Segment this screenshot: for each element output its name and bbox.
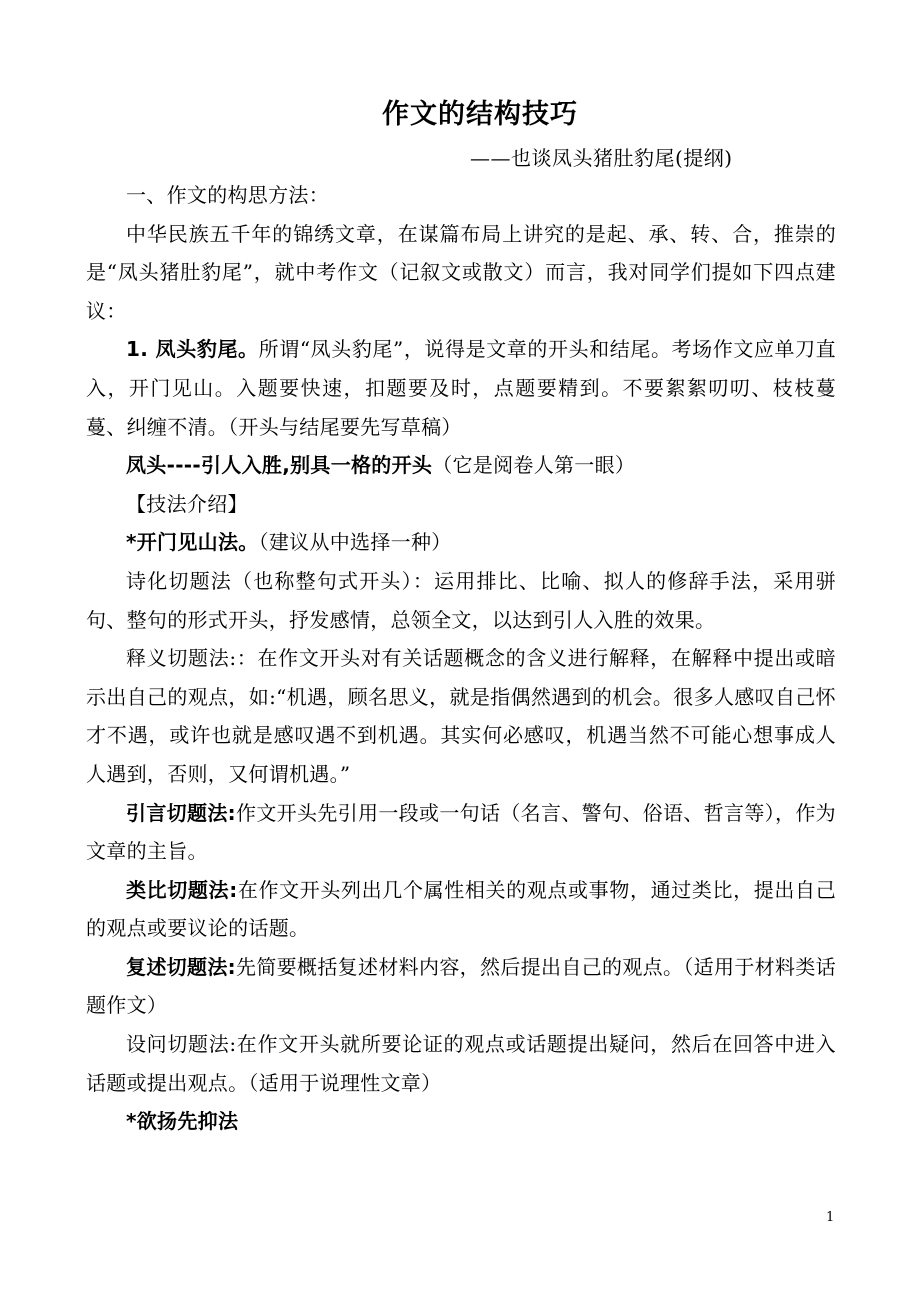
fengtou-note: （它是阅卷人第一眼） — [432, 453, 636, 478]
document-body — [86, 176, 836, 1141]
method2-label: *欲扬先抑法 — [126, 1109, 239, 1134]
fengtou-label: 凤头----引人入胜,别具一格的开头 — [126, 453, 433, 478]
quote-paragraph — [86, 794, 836, 871]
explain-paragraph: 释义切题法:：在作文开头对有关话题概念的含义进行解释，在解释中提出或暗示出自己的观点，如:“机遇，顾名思义，就是指偶然遇到的机会。很多人感叹自己怀才不遇，或许也就是感叹遇不到机遇。其实何必感叹，机遇当然不可能心想事成人人遇到，否则，又何谓机遇。” — [86, 646, 836, 786]
quote-text: 作文开头先引用一段或一句话（名言、警句、俗语、哲言等），作为文章的主旨。 — [86, 800, 836, 864]
method2-paragraph — [86, 1102, 836, 1141]
retell-label: 复述切题法: — [126, 954, 236, 979]
retell-text: 先简要概括复述材料内容，然后提出自己的观点。（适用于材料类话题作文） — [86, 954, 836, 1018]
analogy-paragraph — [86, 871, 836, 948]
method1-label: *开门见山法。 — [126, 530, 259, 555]
method1-paragraph — [86, 523, 836, 562]
point1-paragraph — [86, 330, 836, 446]
technique-heading: 【技法介绍】 — [126, 491, 248, 516]
analogy-text: 在作文开头列出几个属性相关的观点或事物，通过类比，提出自己的观点或要议论的话题。 — [86, 877, 836, 941]
quote-label: 引言切题法: — [126, 800, 236, 825]
document-subtitle: ——也谈凤头猪肚豹尾(提纲) — [470, 146, 733, 170]
section-heading: 一、作文的构思方法： — [126, 183, 329, 207]
point1-text: 所谓“凤头豹尾”，说得是文章的开头和结尾。考场作文应单刀直入，开门见山。入题要快速，扣题要及时，点题要精到。不要絮絮叨叨、枝枝蔓蔓、纠缠不清。（开头与结尾要先写草稿） — [86, 337, 836, 439]
document-title: 作文的结构技巧 — [382, 99, 578, 130]
page-number: 1 — [826, 1210, 835, 1225]
analogy-label: 类比切题法: — [126, 877, 238, 902]
intro-paragraph: 中华民族五千年的锦绣文章，在谋篇布局上讲究的是起、承、转、合，推崇的是“凤头猪肚豹尾”，就中考作文（记叙文或散文）而言，我对同学们提如下四点建议： — [86, 221, 836, 323]
retell-paragraph — [86, 948, 836, 1025]
point1-label: 1. 凤头豹尾。 — [126, 337, 259, 362]
fengtou-paragraph — [86, 446, 836, 485]
method1-note: （建议从中选择一种） — [258, 530, 452, 555]
question-paragraph: 设问切题法:在作文开头就所要论证的观点或话题提出疑问，然后在回答中进入话题或提出观点。（适用于说理性文章） — [86, 1032, 836, 1095]
poetic-paragraph: 诗化切题法（也称整句式开头）：运用排比、比喻、拟人的修辞手法，采用骈句、整句的形式开头，抒发感情，总领全文，以达到引人入胜的效果。 — [86, 568, 836, 632]
